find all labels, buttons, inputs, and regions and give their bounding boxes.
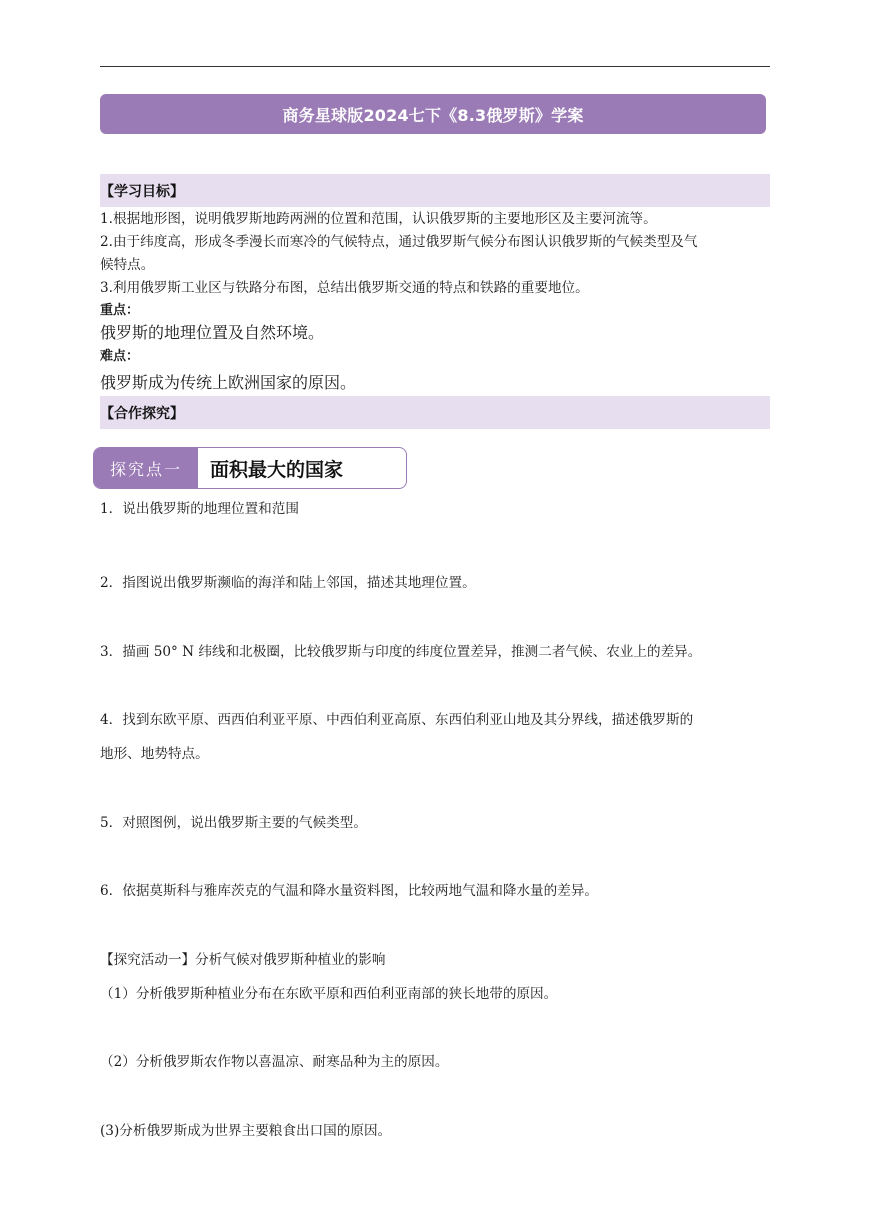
explore-point-title: 面积最大的国家 bbox=[210, 458, 344, 481]
key-point-label: 重点： bbox=[100, 303, 140, 318]
activity-item: (3)分析俄罗斯成为世界主要粮食出口国的原因。 bbox=[100, 1123, 392, 1139]
explore-point-label: 探究点一 bbox=[94, 448, 198, 488]
question-item: 2．指图说出俄罗斯濒临的海洋和陆上邻国，描述其地理位置。 bbox=[100, 575, 476, 591]
question-item: 5．对照图例，说出俄罗斯主要的气候类型。 bbox=[100, 815, 367, 831]
activity-item: （1）分析俄罗斯种植业分布在东欧平原和西伯利亚南部的狭长地带的原因。 bbox=[100, 986, 558, 1002]
explore-point-tag bbox=[93, 447, 407, 489]
objectives-heading-bar bbox=[100, 174, 770, 207]
difficulty-label: 难点： bbox=[100, 349, 140, 364]
document-title: 商务星球版2024七下《8.3俄罗斯》学案 bbox=[282, 105, 584, 125]
activity-item: （2）分析俄罗斯农作物以喜温凉、耐寒品种为主的原因。 bbox=[100, 1054, 449, 1070]
question-item: 6．依据莫斯科与雅库茨克的气温和降水量资料图，比较两地气温和降水量的差异。 bbox=[100, 883, 599, 899]
question-item-continued: 地形、地势特点。 bbox=[100, 746, 209, 762]
question-item: 1．说出俄罗斯的地理位置和范围 bbox=[100, 501, 299, 517]
header-rule bbox=[100, 66, 770, 67]
difficulty-text: 俄罗斯成为传统上欧洲国家的原因。 bbox=[100, 373, 357, 392]
cooperation-heading: 【合作探究】 bbox=[100, 405, 184, 422]
question-item: 3．描画 50° N 纬线和北极圈，比较俄罗斯与印度的纬度位置差异，推测二者气候、农业上的差异。 bbox=[100, 644, 702, 660]
title-banner bbox=[100, 94, 766, 134]
question-item: 4．找到东欧平原、西西伯利亚平原、中西伯利亚高原、东西伯利亚山地及其分界线，描述俄罗斯的 bbox=[100, 712, 694, 728]
activity-heading: 【探究活动一】分析气候对俄罗斯种植业的影响 bbox=[100, 952, 386, 968]
objective-item: 候特点。 bbox=[100, 257, 155, 273]
key-point-text: 俄罗斯的地理位置及自然环境。 bbox=[100, 323, 325, 342]
objectives-heading: 【学习目标】 bbox=[100, 183, 184, 200]
cooperation-heading-bar bbox=[100, 396, 770, 429]
objective-item: 1.根据地形图，说明俄罗斯地跨两洲的位置和范围，认识俄罗斯的主要地形区及主要河流等。 bbox=[100, 211, 657, 227]
objective-item: 2.由于纬度高，形成冬季漫长而寒冷的气候特点，通过俄罗斯气候分布图认识俄罗斯的气候类型及气 bbox=[100, 234, 698, 250]
objective-item: 3.利用俄罗斯工业区与铁路分布图，总结出俄罗斯交通的特点和铁路的重要地位。 bbox=[100, 280, 589, 296]
